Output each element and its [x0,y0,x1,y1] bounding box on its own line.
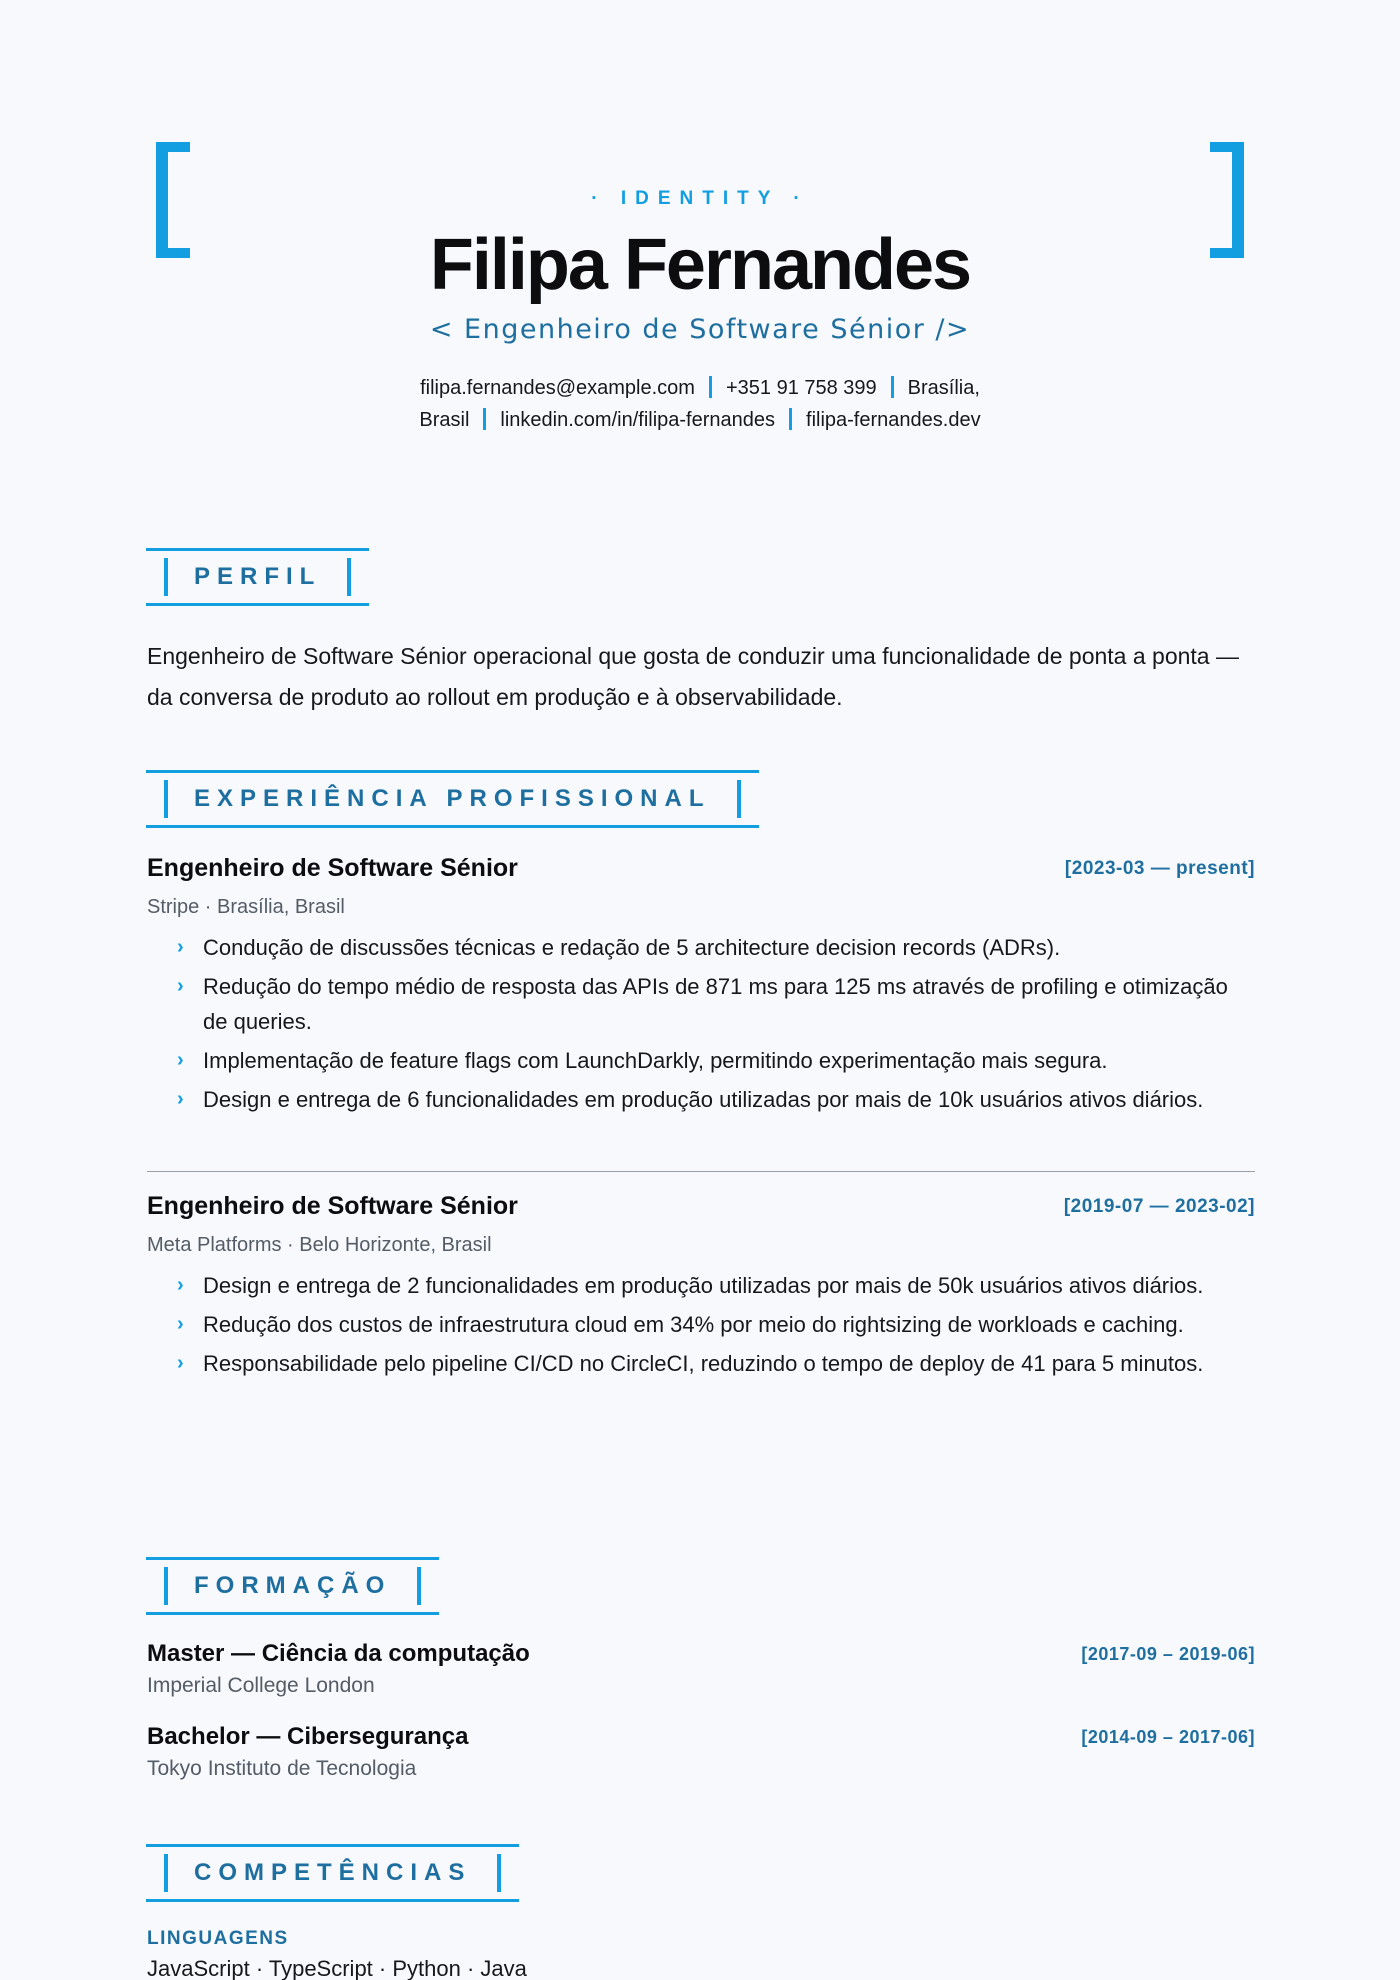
section-title-profile: PERFIL [194,563,322,590]
education-header [147,1723,1255,1755]
job-dates: [2019-07 — 2023-02] [1063,1196,1255,1217]
education-degree: Master — Ciência da computação [147,1640,530,1667]
job-company: Stripe · Brasília, Brasil [147,896,345,918]
contact-info [380,372,1020,436]
education-dates: [2017-09 – 2019-06] [1081,1644,1255,1664]
profile-summary: Engenheiro de Software Sénior operacional que gosta de conduzir uma funcionalidade de ponta a ponta — da conversa de produto ao rollout em produção e à observabilidade. [147,643,1239,710]
section-heading-education [146,1557,439,1615]
section-heading-profile [146,548,369,606]
job-entry [147,854,1255,1121]
contact-separator [789,408,792,430]
job-bullets [147,930,1255,1117]
job-bullet [147,969,1255,1039]
job-entry [147,1192,1255,1385]
section-title-skills: COMPETÊNCIAS [194,1859,472,1886]
job-bullet [147,1346,1255,1381]
job-company: Meta Platforms · Belo Horizonte, Brasil [147,1234,492,1256]
heading-bracket-right [497,1854,501,1892]
job-bullet-text: Redução do tempo médio de resposta das APIs de 871 ms para 125 ms através de profiling e otimização de queries. [203,974,1228,1034]
section-title-experience: EXPERIÊNCIA PROFISSIONAL [194,785,711,812]
job-bullet-text: Design e entrega de 2 funcionalidades em produção utilizadas por mais de 50k usuários ativos diários. [203,1273,1204,1298]
education-entry [147,1723,1255,1781]
job-header [147,854,1255,888]
chevron-right-icon: › [177,1274,184,1296]
education-school: Imperial College London [147,1674,375,1697]
heading-bracket-right [347,558,351,596]
section-title-education: FORMAÇÃO [194,1572,392,1599]
contact-phone[interactable]: +351 91 758 399 [725,377,877,399]
job-bullet [147,930,1255,965]
job-title: Engenheiro de Software Sénior [147,1192,518,1220]
job-bullet-text: Design e entrega de 6 funcionalidades em produção utilizadas por mais de 10k usuários ativos diários. [203,1087,1204,1112]
contact-email[interactable]: filipa.fernandes@example.com [420,377,695,399]
candidate-name: Filipa Fernandes [429,225,971,305]
job-bullet-text: Redução dos custos de infraestrutura cloud em 34% por meio do rightsizing de workloads e caching. [203,1312,1184,1337]
education-school: Tokyo Instituto de Tecnologia [147,1757,417,1780]
contact-website[interactable]: filipa-fernandes.dev [806,409,981,431]
education-dates: [2014-09 – 2017-06] [1081,1727,1255,1747]
contact-separator [891,376,894,398]
chevron-right-icon: › [177,1088,184,1110]
education-entry [147,1640,1255,1698]
job-bullet [147,1268,1255,1303]
contact-separator [709,376,712,398]
contact-linkedin[interactable]: linkedin.com/in/filipa-fernandes [500,409,776,431]
job-divider [147,1171,1255,1172]
chevron-right-icon: › [177,1049,184,1071]
skill-group-values: JavaScript · TypeScript · Python · Java [147,1956,527,1980]
job-header [147,1192,1255,1226]
job-bullets [147,1268,1255,1381]
chevron-right-icon: › [177,975,184,997]
job-title: Engenheiro de Software Sénior [147,854,518,882]
heading-bracket-right [417,1567,421,1605]
contact-location-country: Brasil [419,409,470,431]
job-bullet [147,1043,1255,1078]
section-heading-skills [146,1844,519,1902]
education-degree: Bachelor — Cibersegurança [147,1723,469,1750]
job-bullet-text: Implementação de feature flags com LaunchDarkly, permitindo experimentação mais segura. [203,1048,1108,1073]
candidate-role: < Engenheiro de Software Sénior /> [429,314,971,345]
job-bullet-text: Responsabilidade pelo pipeline CI/CD no CircleCI, reduzindo o tempo de deploy de 41 para 5 minutos. [203,1351,1204,1376]
chevron-right-icon: › [177,1313,184,1335]
skill-group-label: LINGUAGENS [147,1928,289,1949]
job-bullet [147,1082,1255,1117]
chevron-right-icon: › [177,1352,184,1374]
education-header [147,1640,1255,1672]
contact-location-city: Brasília, [907,377,980,399]
identity-eyebrow: · IDENTITY · [591,188,809,209]
contact-separator [483,408,486,430]
chevron-right-icon: › [177,936,184,958]
heading-bracket-right [737,780,741,818]
job-bullet [147,1307,1255,1342]
job-dates: [2023-03 — present] [1064,858,1255,879]
job-bullet-text: Condução de discussões técnicas e redação de 5 architecture decision records (ADRs). [203,935,1061,960]
section-heading-experience [146,770,759,828]
